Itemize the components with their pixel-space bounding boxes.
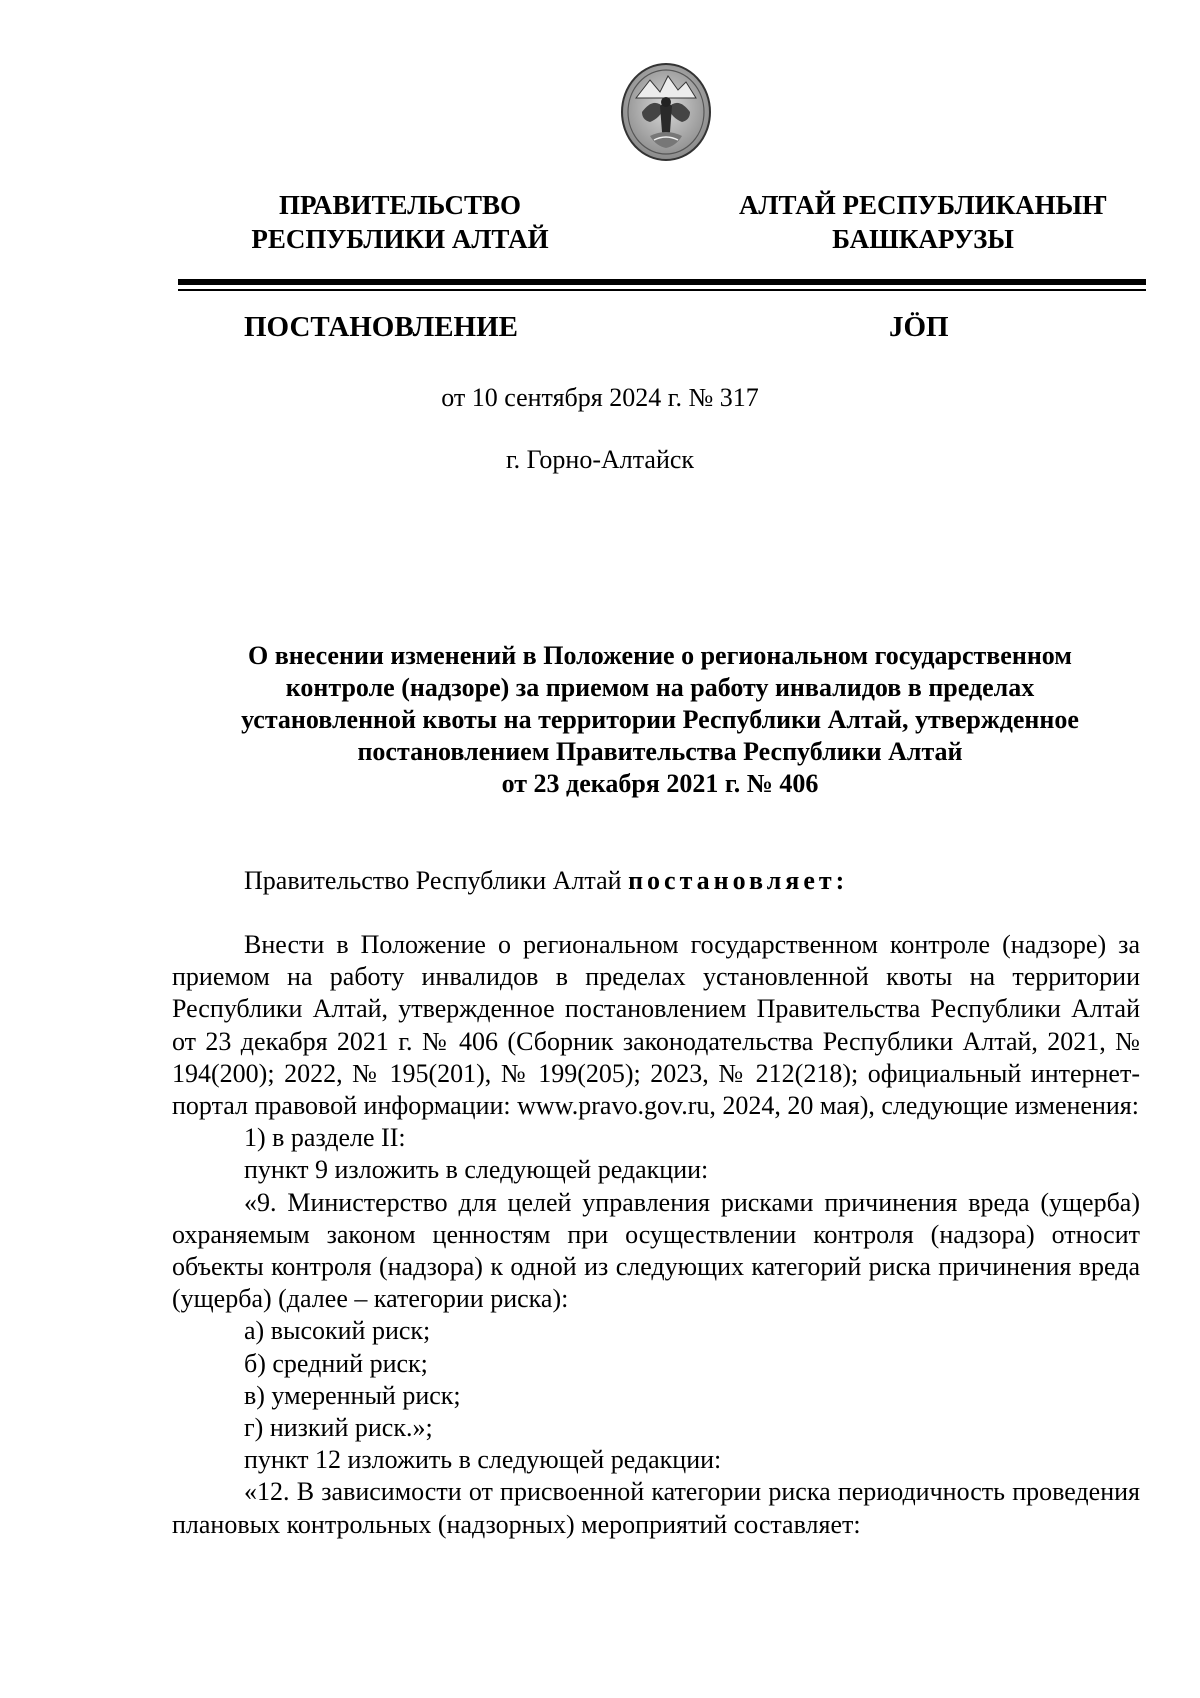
- decree-verb: постановляет:: [628, 866, 849, 895]
- doc-type-altai: JӦП: [889, 311, 949, 343]
- risk-item-d: г) низкий риск.»;: [244, 1413, 433, 1443]
- header-left-line-2: РЕСПУБЛИКИ АЛТАЙ: [251, 224, 549, 254]
- intro-paragraph: Внести в Положение о региональном государственном контроле (надзоре) за приемом на работу инвалидов в пределах установленной квоты на территории Республики Алтай, утвержденное постановлением Правительства Республики Алтай от 23 декабря 2021 г. № 406 (Сборник законодательства Республики Алтай, 2021, № 194(200); 2022, № 195(201), № 199(205); 2023, № 212(218); официальный интернет-портал правовой информации: www.pravo.gov.ru, 2024, 20 мая), следующие изменения:: [172, 930, 1140, 1121]
- document-body: [172, 929, 1140, 1541]
- header-right-line-2: БАШКАРУЗЫ: [832, 224, 1014, 254]
- section-item: 1) в разделе II:: [244, 1123, 406, 1153]
- header-divider-thick: [178, 279, 1146, 285]
- title-line-4: постановлением Правительства Республики Алтай: [357, 737, 963, 766]
- risk-item-c: в) умеренный риск;: [244, 1380, 461, 1410]
- risk-item-a: а) высокий риск;: [244, 1316, 431, 1346]
- date-and-number: от 10 сентября 2024 г. № 317: [441, 383, 759, 412]
- header-right-line-1: АЛТАЙ РЕСПУБЛИКАНЫҤ: [738, 190, 1108, 220]
- header-left-line-1: ПРАВИТЕЛЬСТВО: [278, 190, 522, 220]
- header-left-authority: [190, 188, 610, 256]
- coat-of-arms-emblem: [620, 62, 712, 162]
- risk-item-b: б) средний риск;: [244, 1348, 428, 1378]
- header-divider-thin: [178, 289, 1146, 291]
- title-line-3: установленной квоты на территории Республики Алтай, утвержденное: [241, 705, 1079, 734]
- point-12-intro: пункт 12 изложить в следующей редакции:: [244, 1445, 722, 1475]
- document-title: [180, 640, 1140, 800]
- point-12-text: «12. В зависимости от присвоенной категории риска периодичность проведения плановых контрольных (надзорных) мероприятий составляет:: [172, 1477, 1140, 1539]
- city: г. Горно-Алтайск: [505, 445, 695, 474]
- header-right-authority: [718, 188, 1128, 256]
- point-9-text: «9. Министерство для целей управления рисками причинения вреда (ущерба) охраняемым законом ценностям при осуществлении контроля (надзора) относит объекты контроля (надзора) к одной из следующих категорий риска причинения вреда (ущерба) (далее – категории риска):: [172, 1187, 1140, 1314]
- title-line-5: от 23 декабря 2021 г. № 406: [501, 769, 819, 798]
- title-line-2: контроле (надзоре) за приемом на работу инвалидов в пределах: [285, 673, 1035, 702]
- point-9-intro: пункт 9 изложить в следующей редакции:: [244, 1155, 709, 1185]
- decree-prefix: Правительство Республики Алтай: [244, 866, 629, 895]
- doc-type-russian: ПОСТАНОВЛЕНИЕ: [244, 311, 519, 343]
- title-line-1: О внесении изменений в Положение о региональном государственном: [247, 641, 1073, 670]
- decree-statement: [244, 865, 848, 897]
